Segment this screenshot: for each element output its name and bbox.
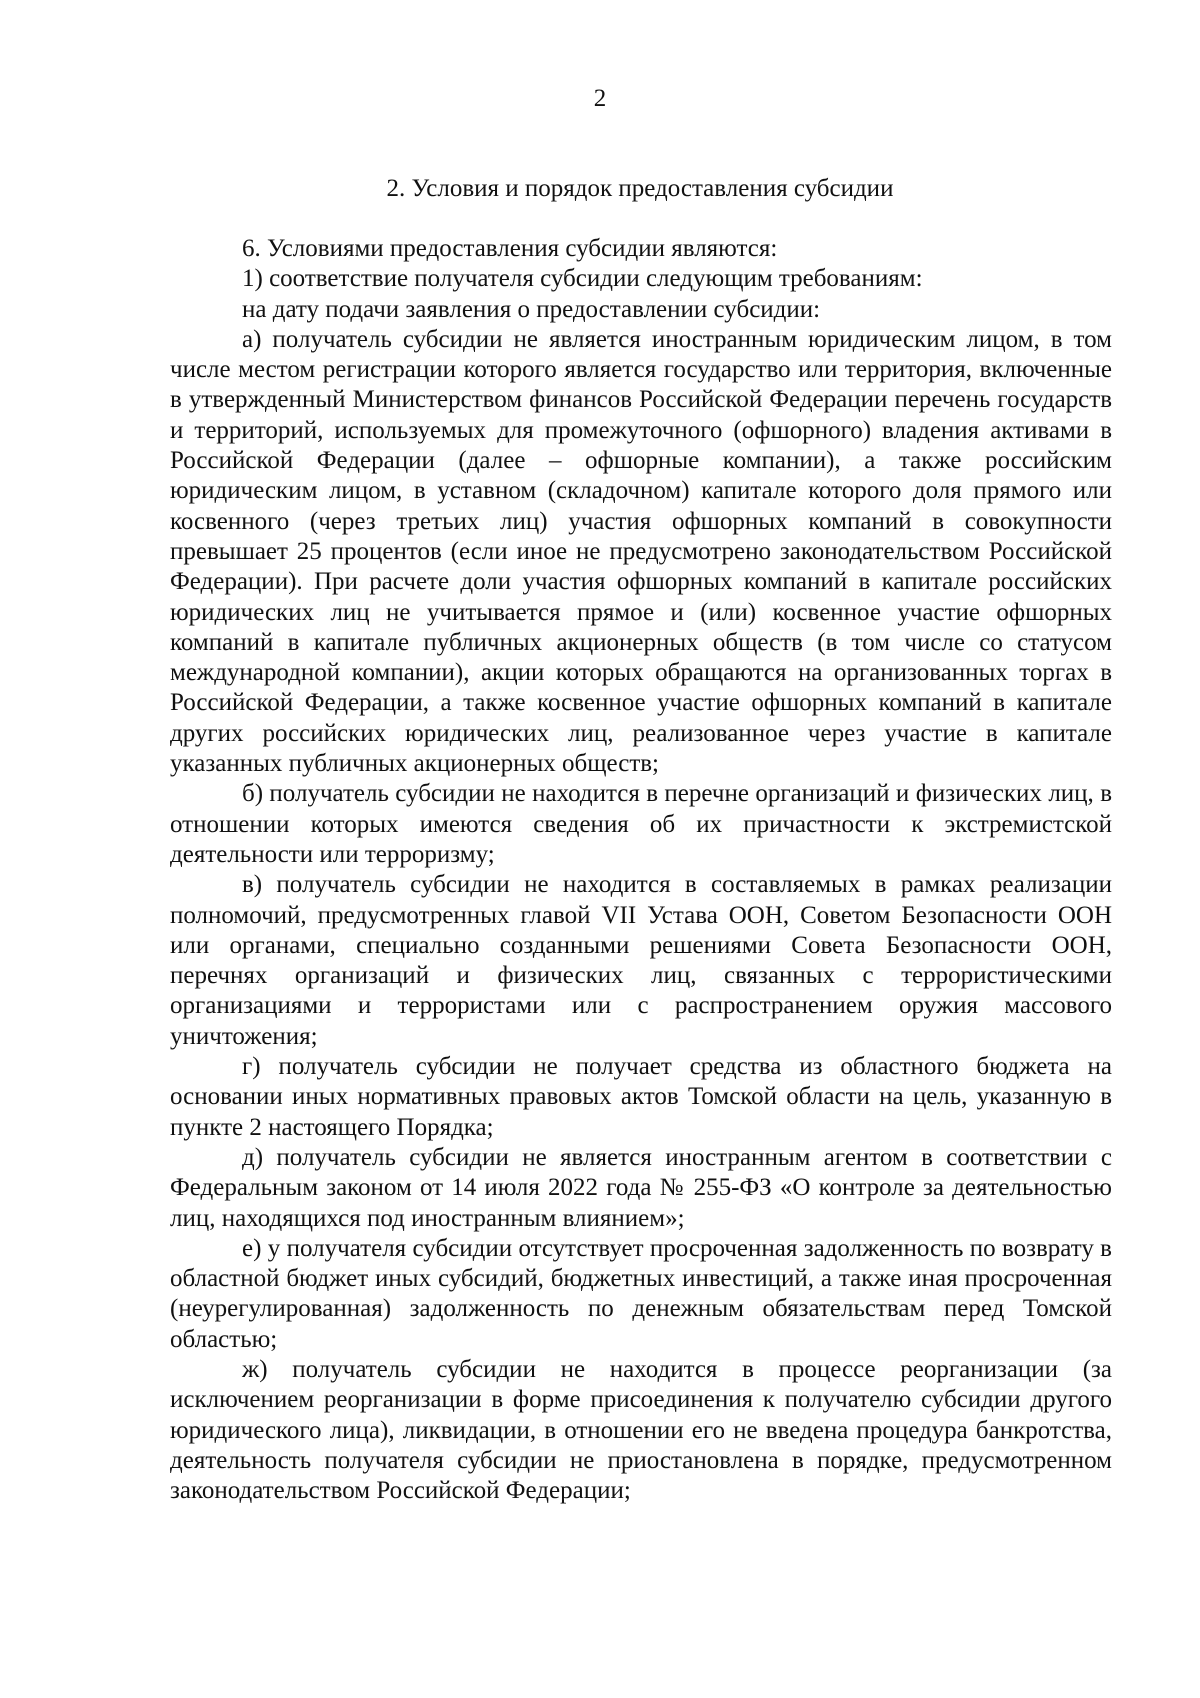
paragraph-item-b: б) получатель субсидии не находится в перечне организаций и физических лиц, в отношении которых имеются сведения об их причастности к экстремистской деятельности или терроризму; [170, 780, 1112, 868]
paragraph-item-v: в) получатель субсидии не находится в составляемых в рамках реализации полномочий, предусмотренных главой VII Устава ООН, Советом Безопасности ООН или органами, специально созданными решениями Совета Безопасности ООН, перечнях организаций и физических лиц, связанных с террористическими организациями и террористами или с распространением оружия массового уничтожения; [170, 871, 1112, 1050]
section-title: 2. Условия и порядок предоставления субсидии [386, 175, 894, 202]
paragraph-application-date: на дату подачи заявления о предоставлении субсидии: [242, 295, 821, 323]
page-number: 2 [593, 85, 607, 112]
paragraph-intro: 6. Условиями предоставления субсидии являются: [242, 235, 778, 262]
paragraph-item-e: е) у получателя субсидии отсутствует просроченная задолженность по возврату в областной бюджет иных субсидий, бюджетных инвестиций, а также иная просроченная (неурегулированная) задолженность по денежным обязательствам перед Томской областью; [170, 1234, 1112, 1353]
paragraph-item-a: а) получатель субсидии не является иностранным юридическим лицом, в том числе местом регистрации которого является государство или территория, включенные в утвержденный Министерством финансов Российской Федерации перечень государств и территорий, используемых для промежуточного (офшорного) владения активами в Российской Федерации (далее – офшорные компании), а также российским юридическим лицом, в уставном (складочном) капитале которого доля прямого или косвенного (через третьих лиц) участия офшорных компаний в совокупности превышает 25 процентов (если иное не предусмотрено законодательством Российской Федерации). При расчете доли участия офшорных компаний в капитале российских юридических лиц не учитывается прямое и (или) косвенное участие офшорных компаний в капитале публичных акционерных обществ (в том числе со статусом международной компании), акции которых обращаются на организованных торгах в Российской Федерации, а также косвенное участие офшорных компаний в капитале других российских юридических лиц, реализованное через участие в капитале указанных публичных акционерных обществ; [170, 325, 1112, 778]
paragraph-item-zh: ж) получатель субсидии не находится в процессе реорганизации (за исключением реорганизации в форме присоединения к получателю субсидии другого юридического лица), ликвидации, в отношении его не введена процедура банкротства, деятельность получателя субсидии не приостановлена в порядке, предусмотренном законодательством Российской Федерации; [170, 1355, 1112, 1505]
document-body [170, 234, 1112, 1506]
paragraph-item-g: г) получатель субсидии не получает средства из областного бюджета на основании иных нормативных правовых актов Томской области на цель, указанную в пункте 2 настоящего Порядка; [170, 1053, 1112, 1141]
paragraph-item-d: д) получатель субсидии не является иностранным агентом в соответствии с Федеральным законом от 14 июля 2022 года № 255-ФЗ «О контроле за деятельностью лиц, находящихся под иностранным влиянием»; [170, 1143, 1112, 1232]
paragraph-requirement-1: 1) соответствие получателя субсидии следующим требованиям: [242, 265, 923, 293]
